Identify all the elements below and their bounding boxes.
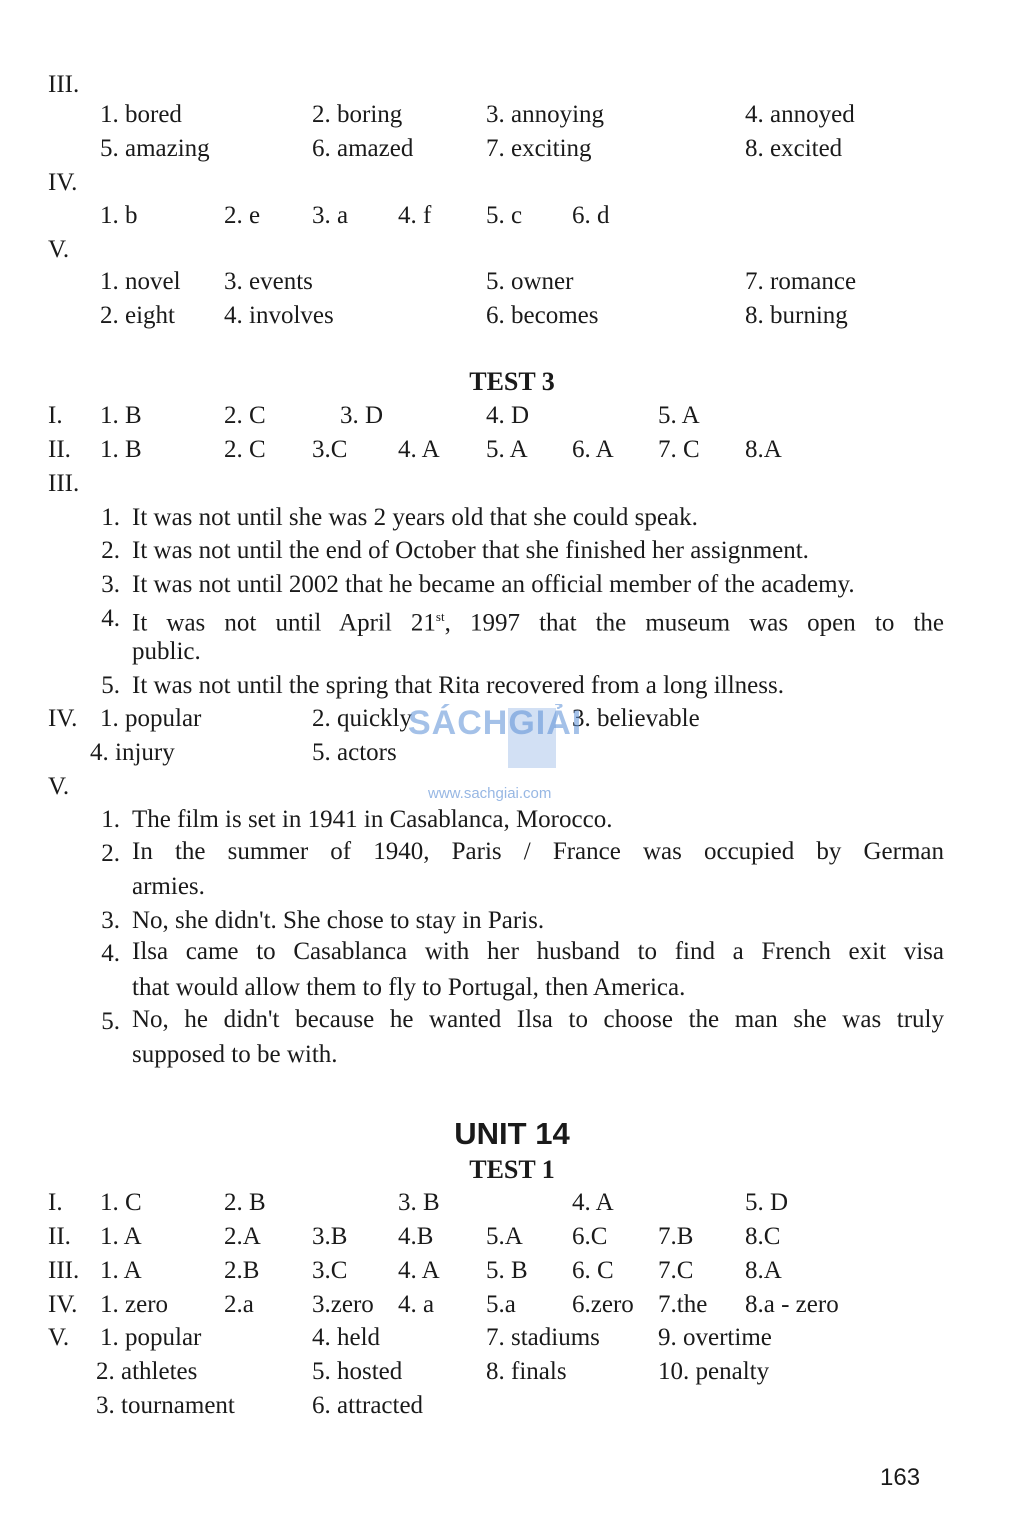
answer: 7. stadiums — [486, 1324, 600, 1351]
answer: 5. D — [745, 1189, 789, 1216]
answer: 4. f — [398, 202, 432, 229]
answer: 1. A — [100, 1257, 142, 1284]
item-number: 4. — [101, 605, 120, 632]
answer: 4. A — [572, 1189, 614, 1216]
item-number: 4. — [101, 940, 120, 967]
item-number: 3. — [101, 571, 120, 598]
watermark-url: www.sachgiai.com — [428, 785, 552, 802]
answer-sentence-continued: that would allow them to fly to Portugal, then America. — [132, 974, 686, 1001]
answer: 5. B — [486, 1257, 528, 1284]
section-label-iv: IV. — [48, 705, 78, 732]
answer: 1. A — [100, 1223, 142, 1250]
item-number: 5. — [101, 1008, 120, 1035]
answer: 5. amazing — [100, 135, 210, 162]
answer: 1. zero — [100, 1291, 169, 1318]
answer: 8.A — [745, 1257, 782, 1284]
answer: 8. burning — [745, 302, 848, 329]
answer: 6. d — [572, 202, 610, 229]
answer: 1. B — [100, 436, 142, 463]
answer: 2. athletes — [96, 1358, 198, 1385]
answer-sentence-continued: armies. — [132, 873, 205, 900]
section-label-iii: III. — [48, 470, 80, 497]
item-number: 3. — [101, 907, 120, 934]
answer: 3. tournament — [96, 1392, 235, 1419]
answer-sentence: It was not until the end of October that she finished her assignment. — [132, 537, 809, 564]
answer: 3.C — [312, 436, 348, 463]
answer: 5.A — [486, 1223, 523, 1250]
answer: 5. actors — [312, 739, 397, 766]
answer: 9. overtime — [658, 1324, 772, 1351]
answer: 3.B — [312, 1223, 348, 1250]
section-label-v: V. — [48, 773, 70, 800]
answer: 8.a - zero — [745, 1291, 839, 1318]
section-label-iii: III. — [48, 71, 80, 98]
answer: 2. quickly — [312, 705, 412, 732]
answer: 4. A — [398, 436, 440, 463]
answer: 4. held — [312, 1324, 381, 1351]
answer: 2.A — [224, 1223, 261, 1250]
answer: 6. attracted — [312, 1392, 424, 1419]
item-number: 2. — [101, 840, 120, 867]
answer: 1. C — [100, 1189, 142, 1216]
answer: 4. annoyed — [745, 101, 855, 128]
answer: 8.A — [745, 436, 782, 463]
answer: 4.B — [398, 1223, 434, 1250]
answer: 3. D — [340, 402, 384, 429]
answer: 10. penalty — [658, 1358, 770, 1385]
answer: 7.the — [658, 1291, 708, 1318]
answer: 1. b — [100, 202, 138, 229]
answer: 1. popular — [100, 705, 202, 732]
answer: 3.zero — [312, 1291, 374, 1318]
answer-sentence-continued: public. — [132, 638, 201, 665]
answer: 4. involves — [224, 302, 334, 329]
section-label-iv: IV. — [48, 1291, 78, 1318]
answer: 3.C — [312, 1257, 348, 1284]
answer: 8. excited — [745, 135, 843, 162]
answer: 3. a — [312, 202, 349, 229]
answer: 4. a — [398, 1291, 435, 1318]
item-number: 1. — [101, 504, 120, 531]
watermark-logo: SÁCHGIẢI — [408, 704, 583, 742]
answer: 7.C — [658, 1257, 694, 1284]
answer: 2. B — [224, 1189, 266, 1216]
section-label-iv: IV. — [48, 169, 78, 196]
answer: 6.zero — [572, 1291, 634, 1318]
answer: 5. A — [486, 436, 528, 463]
answer-sentence: It was not until the spring that Rita recovered from a long illness. — [132, 672, 784, 699]
answer-sentence: It was not until 2002 that he became an official member of the academy. — [132, 571, 855, 598]
answer: 1. popular — [100, 1324, 202, 1351]
answer: 5. c — [486, 202, 523, 229]
answer: 2. eight — [100, 302, 175, 329]
section-label-ii: II. — [48, 1223, 71, 1250]
watermark — [398, 706, 628, 801]
answer: 7. C — [658, 436, 700, 463]
answer-sentence: In the summer of 1940, Paris / France was occupied by German — [132, 838, 944, 865]
answer-sentence: No, she didn't. She chose to stay in Paris. — [132, 907, 545, 934]
answer: 1. novel — [100, 268, 181, 295]
answer: 8.C — [745, 1223, 781, 1250]
answer-sentence: It was not until she was 2 years old that she could speak. — [132, 504, 698, 531]
section-label-iii: III. — [48, 1257, 80, 1284]
answer: 2. C — [224, 402, 266, 429]
answer: 4. injury — [90, 739, 175, 766]
answer: 7. exciting — [486, 135, 592, 162]
section-label-i: I. — [48, 402, 63, 429]
test-1-title: TEST 1 — [469, 1155, 555, 1184]
item-number: 5. — [101, 672, 120, 699]
answer: 4. D — [486, 402, 530, 429]
item-number: 1. — [101, 806, 120, 833]
answer: 3. believable — [572, 705, 700, 732]
answer: 6. amazed — [312, 135, 414, 162]
answer: 5. A — [658, 402, 700, 429]
answer: 5. hosted — [312, 1358, 403, 1385]
answer: 8. finals — [486, 1358, 567, 1385]
answer: 2. boring — [312, 101, 403, 128]
answer-sentence: No, he didn't because he wanted Ilsa to choose the man she was truly — [132, 1006, 944, 1033]
unit-14-title: UNIT 14 — [454, 1116, 570, 1151]
section-label-v: V. — [48, 1324, 70, 1351]
answer: 5.a — [486, 1291, 516, 1318]
answer: 2. e — [224, 202, 261, 229]
answer-sentence: Ilsa came to Casablanca with her husband to find a French exit visa — [132, 938, 944, 965]
answer: 7. romance — [745, 268, 857, 295]
answer: 6. becomes — [486, 302, 599, 329]
test-3-title: TEST 3 — [469, 367, 555, 396]
answer: 6. A — [572, 436, 614, 463]
answer: 3. events — [224, 268, 313, 295]
answer: 3. B — [398, 1189, 440, 1216]
item-number: 2. — [101, 537, 120, 564]
answer: 6. C — [572, 1257, 614, 1284]
answer: 2.a — [224, 1291, 254, 1318]
section-label-v: V. — [48, 236, 70, 263]
answer: 7.B — [658, 1223, 694, 1250]
answer: 5. owner — [486, 268, 574, 295]
answer: 2. C — [224, 436, 266, 463]
answer: 1. bored — [100, 101, 182, 128]
answer-sentence: It was not until April 21st, 1997 that the museum was open to the — [132, 609, 944, 637]
answer: 1. B — [100, 402, 142, 429]
answer: 4. A — [398, 1257, 440, 1284]
answer: 2.B — [224, 1257, 260, 1284]
section-label-i: I. — [48, 1189, 63, 1216]
answer-sentence-continued: supposed to be with. — [132, 1041, 338, 1068]
answer: 3. annoying — [486, 101, 605, 128]
answer-sentence: The film is set in 1941 in Casablanca, Morocco. — [132, 806, 613, 833]
page-number: 163 — [880, 1464, 921, 1491]
answer: 6.C — [572, 1223, 608, 1250]
section-label-ii: II. — [48, 436, 71, 463]
